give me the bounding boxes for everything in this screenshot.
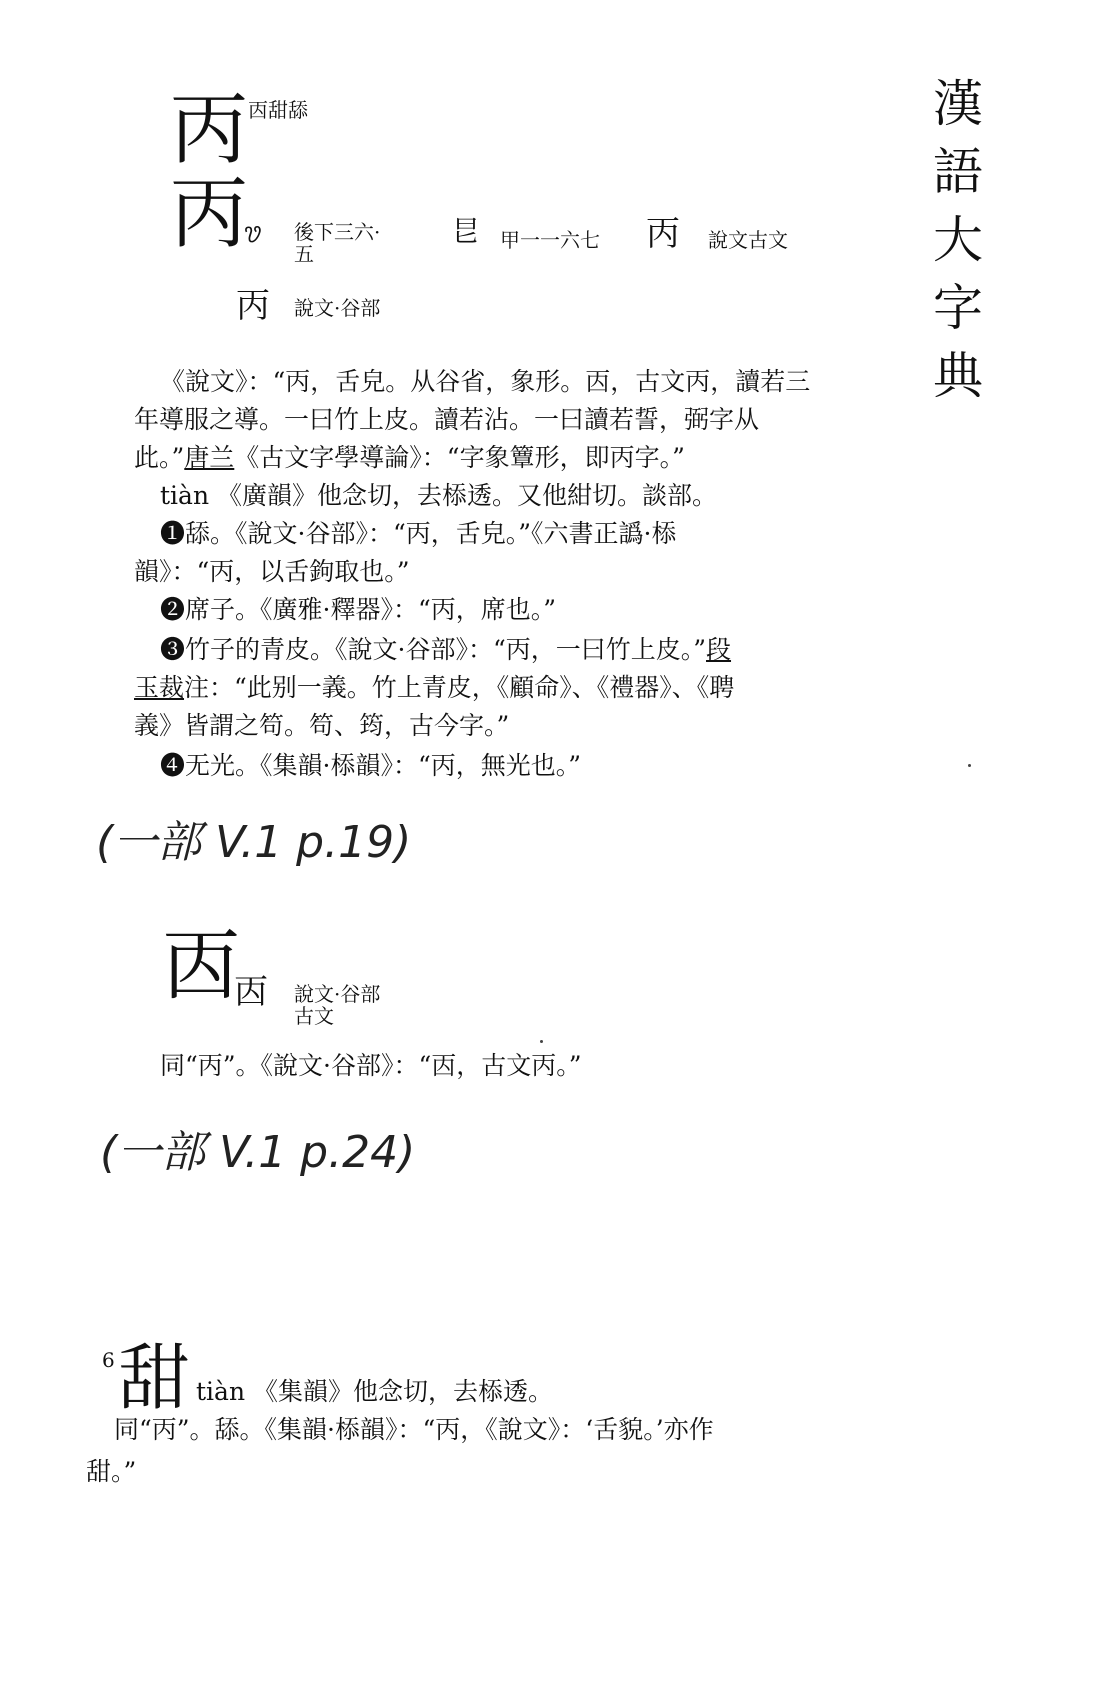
side-title-char: 典 [933,347,983,405]
entry1-line [134,442,685,474]
entry3-stroke-number: 6 [102,1348,115,1372]
entry1-line-part: 注：“此别一義。竹上青皮，《顧命》、《禮器》、《聘 [184,673,735,702]
entry1-underline-duan: 段 [706,635,732,664]
entry2-head-char: 㐁 [162,921,241,1011]
entry1-line-part: ❸竹子的青皮。《說文·谷部》：“丙，一曰竹上皮。” [160,635,707,664]
entry3-reading: tiàn 《集韻》他念切，去㮇透。 [196,1377,553,1406]
entry1-line: 年導服之導。一曰竹上皮。讀若沾。一曰讀若誓，弼字从 [134,405,760,434]
side-title-char: 字 [933,279,983,337]
entry1-source-a1: 後下三六· [294,220,381,244]
entry1-source-d: 說文·谷部 [294,296,381,320]
entry1-line-part: 此。” [134,443,185,472]
entry1-source-a2: 五 [294,242,314,266]
entry1-underline-tanglan: 唐兰 [184,443,235,472]
handwritten-note-1: (一部 V.1 p.19) [96,817,412,868]
entry1-seal-d: 丙 [236,286,270,326]
entry1-line [160,634,731,666]
entry1-line: 《說文》：“丙，舌皃。从谷省，象形。㐁，古文丙，讀若三 [160,367,811,396]
side-title-char: 語 [933,143,983,201]
entry1-source-c: 說文古文 [708,228,788,252]
entry1-seal-c: 丙 [646,214,680,254]
entry1-line: ❷席子。《廣雅·釋器》：“丙，席也。” [160,595,557,624]
entry1-line: tiàn 《廣韻》他念切，去㮇透。又他紺切。談部。 [160,481,717,510]
entry2-source-1: 說文·谷部 [294,982,381,1006]
entry1-line: ❹无光。《集韻·㮇韻》：“丙，無光也。” [160,751,582,780]
handwritten-note-2: (一部 V.1 p.24) [100,1127,416,1178]
side-title-char: 漢 [933,75,983,133]
entry1-head-char: 丙 [170,85,249,175]
entry1-line: 義》皆謂之笱。笱、筠，古今字。” [134,711,510,740]
entry1-line-part: 《古文字學導論》：“字象簟形，即丙字。” [234,443,685,472]
entry3-line: 甜。” [86,1457,137,1486]
entry2-source-2: 古文 [294,1004,334,1028]
entry1-seal-a: 🝣 [244,223,262,248]
entry1-variants: 㐁甜舔 [248,98,308,122]
side-title-char: 大 [933,211,983,269]
side-title [918,70,998,410]
entry1-underline-yucai: 玉裁 [134,673,185,702]
scan-speck [540,1040,543,1043]
entry3-line: 同“丙”。舔。《集韻·㮇韻》：“丙，《說文》：‘舌貌。’亦作 [114,1415,714,1444]
entry1-source-b: 甲一一六七 [500,228,600,252]
scan-speck [968,764,971,767]
entry1-head-char-2: 丙 [170,169,249,259]
entry1-line: ❶舔。《說文·谷部》：“丙，舌皃。”《六書正譌·㮇 [160,519,677,548]
entry1-line [134,672,734,704]
entry2-line: 同“丙”。《說文·谷部》：“㐁，古文丙。” [160,1051,582,1080]
entry2-seal: 㐁 [234,972,268,1012]
entry1-line: 韻》：“丙，以舌鉤取也。” [134,557,410,586]
entry1-seal-b: 㫐 [452,215,481,248]
entry3-head-char: 甜 [118,1336,191,1420]
